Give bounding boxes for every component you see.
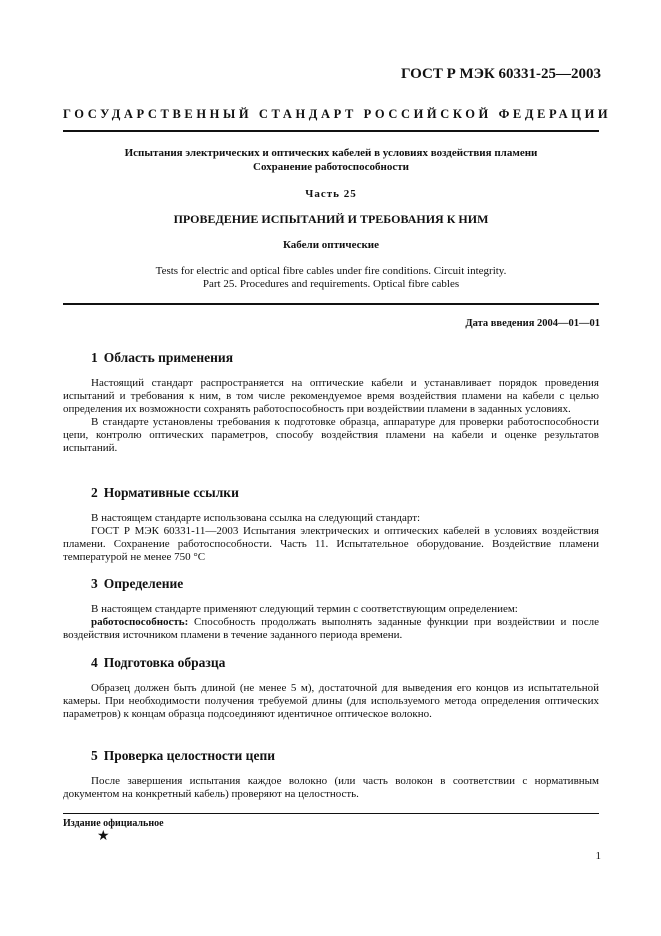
section-paragraph: После завершения испытания каждое волокно (или часть волокон в соответствии с нормативным документом на конкретный кабель) проверяют на целостность. <box>63 775 599 800</box>
title-line-1: Испытания электрических и оптических кабелей в условиях воздействия пламени <box>124 147 538 159</box>
english-title <box>63 265 599 291</box>
header-divider <box>63 130 599 132</box>
part-label: Часть 25 <box>305 188 357 200</box>
section-title: Определение <box>103 576 184 591</box>
english-title-line-1: Tests for electric and optical fibre cables under fire conditions. Circuit integrity. <box>155 265 507 277</box>
section-heading <box>91 655 599 671</box>
section-2 <box>63 485 599 564</box>
defined-term: работоспособность: <box>91 616 189 628</box>
section-number: 4 <box>91 655 98 670</box>
section-number: 3 <box>91 576 98 591</box>
term-definition: Способность продолжать выполнять заданные функции при воздействии и после воздействия источником пламени в течение заданного периода времени. <box>63 616 600 641</box>
section-paragraph: В настоящем стандарте использована ссылка на следующий стандарт: <box>91 512 421 524</box>
section-4 <box>63 655 599 721</box>
section-number: 5 <box>91 748 98 763</box>
section-heading <box>91 748 599 764</box>
section-paragraph: В настоящем стандарте применяют следующий термин с соответствующим определением: <box>91 603 518 615</box>
subtitle: Кабели оптические <box>282 239 380 251</box>
section-1 <box>63 350 599 455</box>
section-heading <box>91 576 599 592</box>
document-code: ГОСТ Р МЭК 60331-25—2003 <box>401 66 601 82</box>
section-paragraph: Образец должен быть длиной (не менее 5 м), достаточной для выведения его концов из испытательной камеры. При необходимости получения требуемой длины (для используемого метода определения оптических параметров) к концам образца подсоединяют идентичное оптическое волокно. <box>63 682 599 720</box>
section-title: Проверка целостности цепи <box>103 748 276 763</box>
section-5 <box>63 748 599 801</box>
definition-paragraph <box>63 616 599 642</box>
english-title-line-2: Part 25. Procedures and requirements. Optical fibre cables <box>202 278 460 290</box>
state-standard-heading: ГОСУДАРСТВЕННЫЙ СТАНДАРТ РОССИЙСКОЙ ФЕДЕРАЦИИ <box>63 107 612 121</box>
section-title: Нормативные ссылки <box>103 485 239 500</box>
section-3 <box>63 576 599 642</box>
section-number: 1 <box>91 350 98 365</box>
section-number: 2 <box>91 485 98 500</box>
title-line-2: Сохранение работоспособности <box>253 161 409 173</box>
section-heading <box>91 485 599 501</box>
star-icon: ★ <box>97 829 110 844</box>
section-heading <box>91 350 599 366</box>
footer-divider <box>63 813 599 814</box>
document-title-block <box>63 146 599 174</box>
introduction-date: Дата введения 2004—01—01 <box>465 318 600 329</box>
section-title: Область применения <box>103 350 234 365</box>
section-paragraph: ГОСТ Р МЭК 60331-11—2003 Испытания электрических и оптических кабелей в условиях воздействия пламени. Сохранение работоспособности. Часть 11. Испытательное оборудование. Воздействие пламени температурой не менее 750 °С <box>63 525 599 563</box>
official-edition-label: Издание официальное <box>63 818 164 829</box>
section-paragraph: Настоящий стандарт распространяется на оптические кабели и устанавливает порядок проведения испытаний и требования к ним, в том числе рекомендуемое время воздействия пламени на кабели с целью определения их возможности сохранять работоспособность при воздействии пламени в заданных условиях. <box>63 377 599 415</box>
main-title: ПРОВЕДЕНИЕ ИСПЫТАНИЙ И ТРЕБОВАНИЯ К НИМ <box>173 212 489 226</box>
title-divider <box>63 303 599 305</box>
section-paragraph: В стандарте установлены требования к подготовке образца, аппаратуре для проверки работоспособности цепи, контролю оптических параметров, способу воздействия пламени на кабели и оценке результатов испытаний. <box>63 416 599 454</box>
page-number: 1 <box>595 850 601 862</box>
section-title: Подготовка образца <box>103 655 226 670</box>
